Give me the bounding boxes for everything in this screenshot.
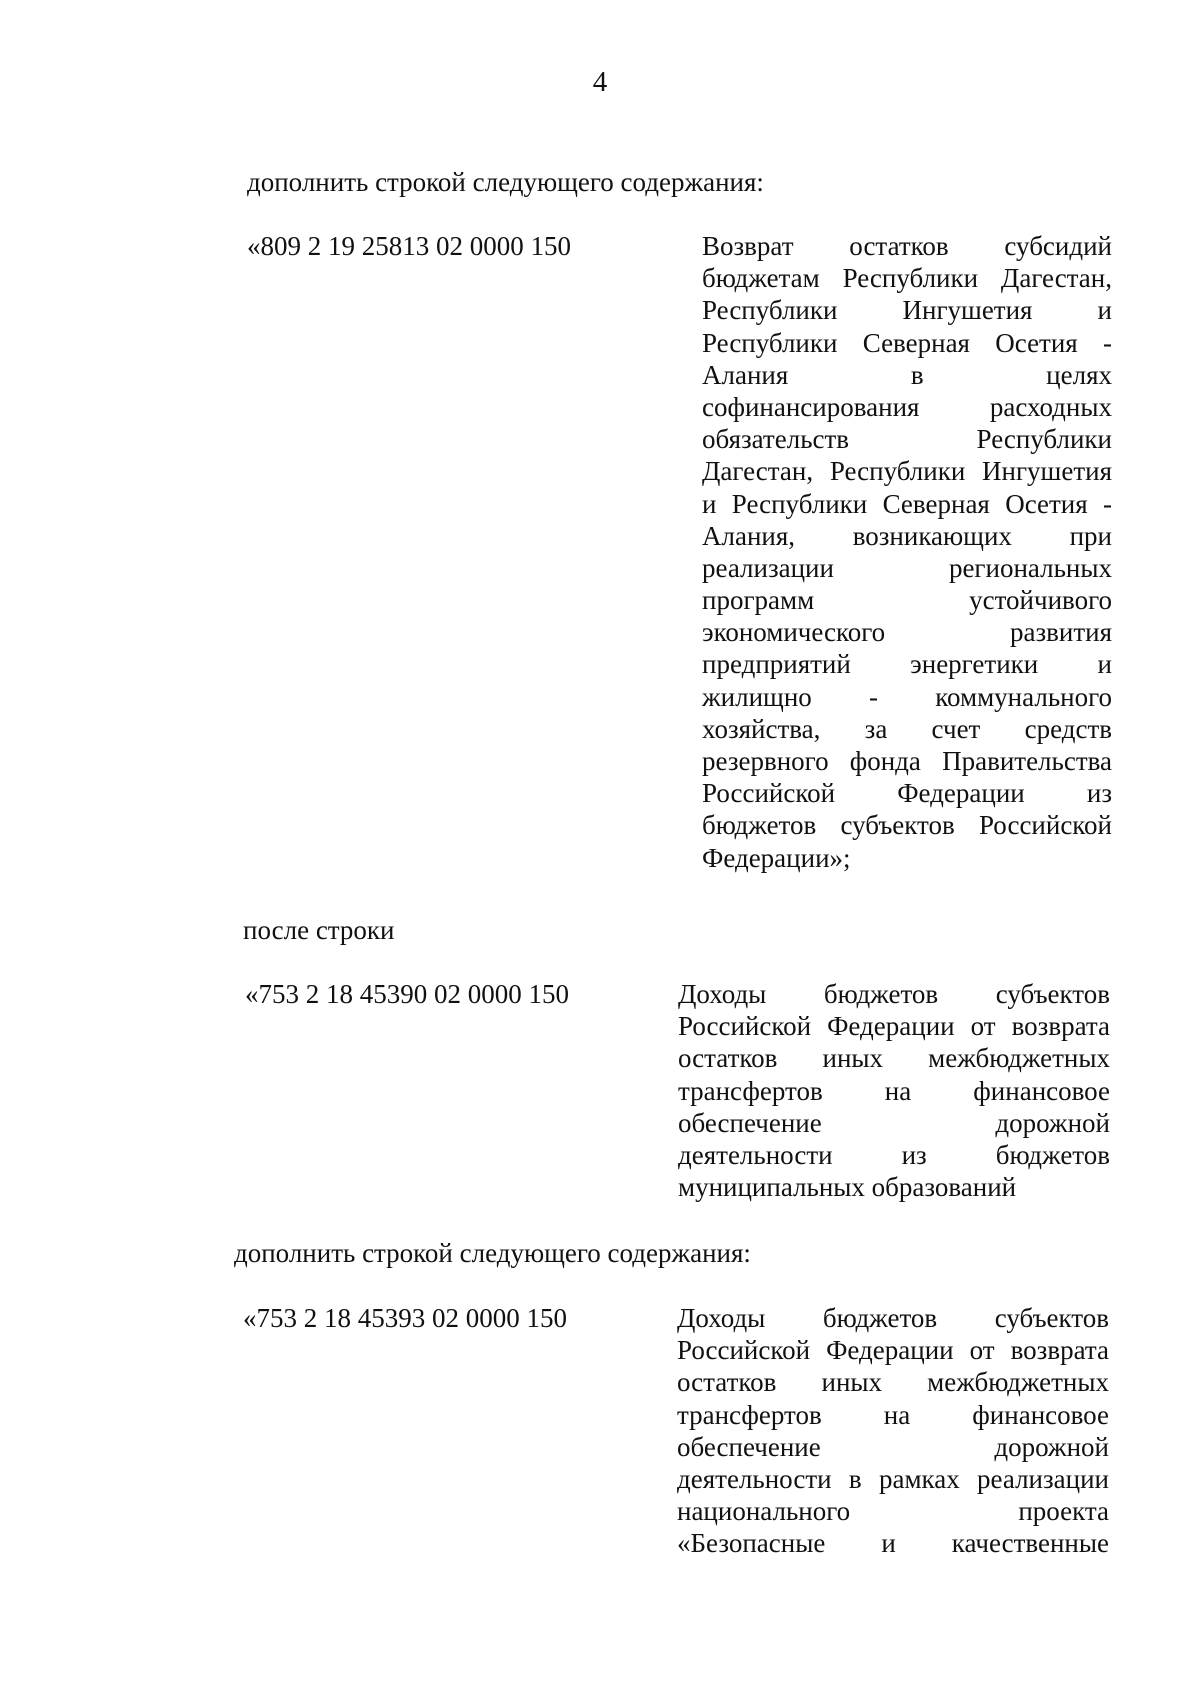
description-line: резервного фонда Правительства (702, 746, 1112, 776)
budget-description-3 (677, 1302, 1109, 1560)
description-line: трансфертов на финансовое (677, 1399, 1109, 1430)
description-line: бюджетам Республики Дагестан, (702, 263, 1112, 294)
description-line: реализации региональных (702, 552, 1112, 583)
description-line: муниципальных образований (678, 1172, 1017, 1203)
description-line: Доходы бюджетов субъектов (677, 1303, 1109, 1333)
description-line: Возврат остатков субсидий (702, 231, 1112, 261)
description-line: Дагестан, Республики Ингушетия (702, 456, 1112, 487)
budget-code-2: «753 2 18 45390 02 0000 150 (245, 979, 569, 1009)
description-line: экономического развития (702, 617, 1112, 648)
description-line: обеспечение дорожной (677, 1431, 1109, 1462)
description-line: жилищно - коммунального (702, 681, 1112, 712)
description-line: национального проекта (677, 1496, 1109, 1527)
description-line: бюджетов субъектов Российской (702, 810, 1112, 841)
budget-code-1: «809 2 19 25813 02 0000 150 (247, 231, 571, 261)
description-line: программ устойчивого (702, 585, 1112, 616)
description-line: обеспечение дорожной (678, 1107, 1110, 1138)
description-line: остатков иных межбюджетных (678, 1043, 1110, 1074)
intro-paragraph-1: дополнить строкой следующего содержания: (247, 167, 764, 197)
description-line: Российской Федерации от возврата (677, 1335, 1109, 1366)
description-line: Алания в целях (702, 359, 1112, 390)
description-line: «Безопасные и качественные (677, 1528, 1109, 1559)
description-line: обязательств Республики (702, 424, 1112, 455)
description-line: деятельности в рамках реализации (677, 1463, 1109, 1494)
page-number: 4 (592, 66, 608, 98)
description-line: и Республики Северная Осетия - (702, 488, 1112, 519)
description-line: остатков иных межбюджетных (677, 1367, 1109, 1398)
description-line: Федерации»; (702, 842, 851, 873)
description-line: предприятий энергетики и (702, 649, 1112, 680)
description-line: деятельности из бюджетов (678, 1139, 1110, 1170)
description-line: Республики Северная Осетия - (702, 327, 1112, 358)
description-line: софинансирования расходных (702, 391, 1112, 422)
after-line-paragraph: после строки (243, 915, 395, 945)
budget-description-1 (702, 230, 1112, 874)
description-line: Алания, возникающих при (702, 520, 1112, 551)
description-line: хозяйства, за счет средств (702, 713, 1112, 744)
budget-code-3: «753 2 18 45393 02 0000 150 (243, 1303, 567, 1333)
description-line: трансфертов на финансовое (678, 1075, 1110, 1106)
description-line: Российской Федерации из (702, 778, 1112, 809)
budget-description-2 (678, 978, 1110, 1203)
description-line: Российской Федерации от возврата (678, 1011, 1110, 1042)
description-line: Доходы бюджетов субъектов (678, 979, 1110, 1009)
description-line: Республики Ингушетия и (702, 295, 1112, 326)
intro-paragraph-2: дополнить строкой следующего содержания: (234, 1238, 751, 1268)
